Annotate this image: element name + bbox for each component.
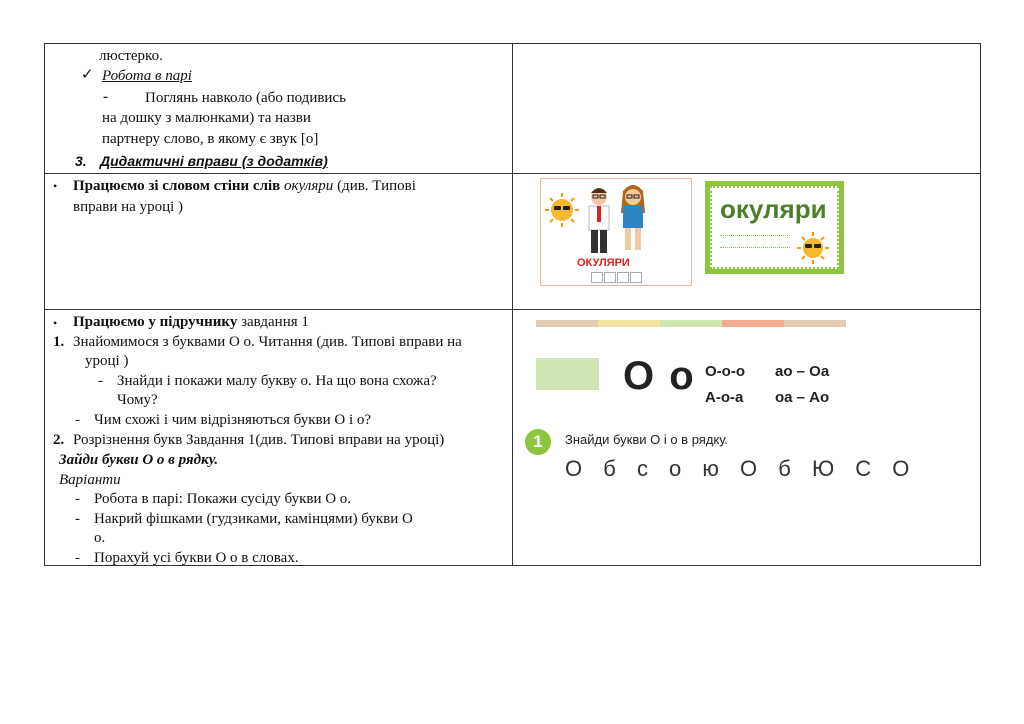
syllable-2: ао – Оа [775, 363, 830, 380]
card-word-okuliary: окуляри [720, 194, 827, 224]
variants-label: Варіанти [59, 472, 121, 488]
text-look-around-1: Поглянь навколо (або подивись [145, 90, 346, 106]
stripe-segment [536, 320, 598, 327]
sun-with-sunglasses-icon [545, 193, 579, 227]
people-illustration [541, 179, 693, 259]
checkmark-icon: ✓ [81, 67, 94, 83]
textbook-heading-bold: Працюємо у підручнику [73, 314, 238, 330]
letter-row: О б с о ю О б Ю С О [565, 456, 911, 481]
sun-icon [795, 230, 831, 266]
boy-figure [589, 188, 609, 253]
item-3-title: Дидактичні вправи (з додатків) [100, 153, 328, 169]
stripe-segment [722, 320, 784, 327]
variant-3: Порахуй усі букви О о в словах. [94, 550, 299, 566]
word-wall-instruction [73, 177, 416, 196]
text-mirror: люстерко. [99, 48, 163, 64]
sub-1-line-1: Знайди і покажи малу букву о. На що вона схожа? [117, 373, 437, 389]
task-number-badge: 1 [525, 429, 551, 455]
word-wall-line-2: вправи на уроці ) [73, 199, 184, 215]
item-1-line-1: Знайомимося з буквами О о. Читання (див. Типові вправи на [73, 334, 462, 350]
word-wall-italic: окуляри [284, 178, 334, 194]
sub-dash: - [75, 491, 80, 507]
item-2-line-1: Розрізнення букв Завдання 1(див. Типові вправи на уроці) [73, 432, 445, 448]
bullet-icon: • [53, 316, 58, 330]
sub-dash: - [75, 412, 80, 428]
picture-card-people [540, 178, 692, 286]
task-instruction: Знайди букви О і о в рядку. [565, 432, 729, 447]
variant-1: Робота в парі: Покажи сусіду букви О о. [94, 491, 352, 507]
stripe-segment [598, 320, 660, 327]
variant-2-line-2: о. [94, 530, 106, 546]
sub-1-line-2: Чому? [117, 392, 158, 408]
girl-figure [621, 185, 645, 250]
sub-dash: - [98, 373, 103, 389]
card-label-okuliary: ОКУЛЯРИ [577, 257, 630, 269]
find-letters-task: Зайди букви О о в рядку. [59, 452, 219, 468]
dash-marker: - [103, 89, 108, 105]
textbook-heading [73, 313, 309, 332]
text-look-around-3: партнеру слово, в якому є звук [о] [102, 131, 319, 147]
variant-2-line-1: Накрий фішками (гудзиками, камінцями) букви О [94, 511, 413, 527]
textbook-heading-rest: завдання 1 [237, 314, 309, 330]
syllable-3: А-о-а [705, 389, 744, 406]
item-2-number: 2. [53, 432, 65, 448]
sub-dash: - [75, 511, 80, 527]
bullet-icon: • [53, 179, 58, 193]
letter-boxes [591, 271, 643, 282]
sub-dash: - [75, 550, 80, 566]
word-wall-bold: Працюємо зі словом стіни слів [73, 178, 281, 194]
green-block [536, 358, 599, 390]
syllable-1: О-о-о [705, 363, 745, 380]
stripe-segment [784, 320, 846, 327]
table-row-3 [45, 310, 980, 567]
picture-card-word [705, 181, 844, 274]
pair-work-heading: Робота в парі [102, 68, 192, 84]
table-row-1 [45, 44, 980, 174]
item-1-line-2: уроці ) [85, 353, 129, 369]
big-letters-o: О о [623, 354, 696, 398]
syllable-4: оа – Ао [775, 389, 830, 406]
word-wall-rest: (див. Типові [333, 178, 416, 194]
stripe-segment [660, 320, 722, 327]
lesson-table [44, 43, 981, 566]
sub-2: Чим схожі і чим відрізняються букви О і о? [94, 412, 372, 428]
table-row-2 [45, 174, 980, 310]
text-look-around-2: на дошку з малюнками) та назви [102, 110, 311, 126]
item-3-number: 3. [75, 153, 87, 169]
item-1-number: 1. [53, 334, 65, 350]
